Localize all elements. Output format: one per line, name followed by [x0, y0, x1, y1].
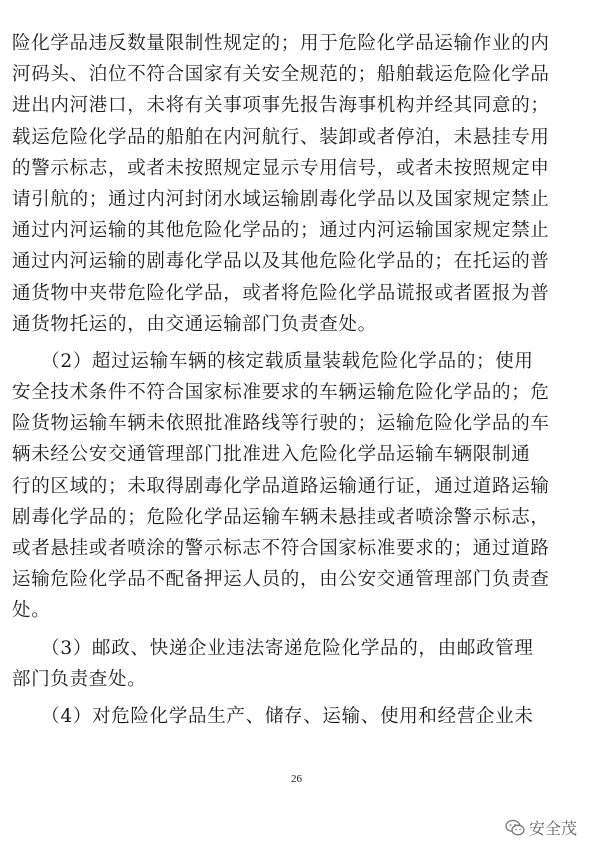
paragraph [12, 346, 552, 627]
text-line: （3）邮政、快递企业违法寄递危险化学品的，由邮政管理 [12, 637, 534, 659]
text-line: 通过内河运输的剧毒化学品以及其他危险化学品的；在托运的普 [12, 251, 550, 273]
text-line: 请引航的；通过内河封闭水域运输剧毒化学品以及国家规定禁止 [12, 188, 550, 210]
text-line: 的警示标志，或者未按照规定显示专用信号，或者未按照规定申 [12, 157, 550, 179]
text-line: 通货物托运的，由交通运输部门负责查处。 [12, 313, 377, 335]
text-line: 通过内河运输的其他危险化学品的；通过内河运输国家规定禁止 [12, 220, 550, 242]
text-line: 险化学品违反数量限制性规定的；用于危险化学品运输作业的内 [12, 33, 550, 54]
text-line: 或者悬挂或者喷涂的警示标志不符合国家标准要求的；通过道路 [12, 538, 550, 559]
watermark [505, 816, 577, 839]
text-line: 河码头、泊位不符合国家有关安全规范的；船舶载运危险化学品 [12, 64, 550, 86]
paragraph [12, 701, 552, 732]
paragraph [12, 633, 552, 695]
text-line: 通货物中夹带危险化学品，或者将危险化学品谎报或者匿报为普 [12, 282, 550, 304]
text-line: 剧毒化学品的；危险化学品运输车辆未悬挂或者喷涂警示标志， [12, 506, 550, 528]
text-line: 处。 [12, 600, 51, 622]
text-line: （4）对危险化学品生产、储存、运输、使用和经营企业未 [12, 705, 534, 727]
watermark-text: 安全茂 [528, 819, 577, 838]
text-line: 辆未经公安交通管理部门批准进入危险化学品运输车辆限制通 [12, 444, 531, 466]
text-line: 行的区域的；未取得剧毒化学品道路运输通行证，通过道路运输 [12, 475, 550, 497]
paragraph [12, 28, 552, 340]
text-line: 部门负责查处。 [12, 668, 147, 690]
text-line: 载运危险化学品的船舶在内河航行、装卸或者停泊，未悬挂专用 [12, 126, 550, 148]
text-line: 运输危险化学品不配备押运人员的，由公安交通管理部门负责查 [12, 569, 550, 591]
page-number: 26 [291, 773, 302, 785]
text-line: （2）超过运输车辆的核定载质量装载危险化学品的；使用 [12, 350, 534, 372]
text-line: 安全技术条件不符合国家标准要求的车辆运输危险化学品的；危 [12, 382, 550, 404]
wechat-icon [505, 819, 525, 837]
body-text [12, 28, 552, 732]
text-line: 进出内河港口，未将有关事项事先报告海事机构并经其同意的； [12, 95, 550, 117]
text-line: 险货物运输车辆未依照批准路线等行驶的；运输危险化学品的车 [12, 413, 550, 435]
